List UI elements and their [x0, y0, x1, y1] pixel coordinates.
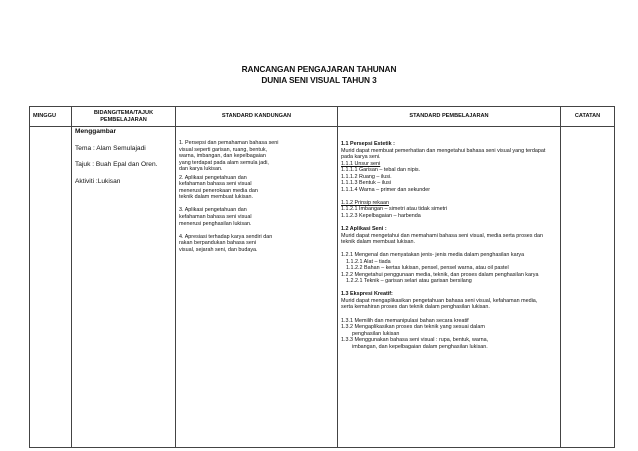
header-bidang — [72, 107, 176, 127]
list-item: 1.1.2.3 Kepelbagaian – harbenda — [341, 212, 421, 219]
kandungan-line: kefahaman bahasa seni visual — [179, 181, 252, 188]
plan-table — [29, 106, 615, 448]
list-item: 1.1.1.3 Bentuk – ilusi — [341, 180, 392, 187]
list-item: 1.1.2.1 Imbangan – simetri atau tidak simetri — [341, 206, 448, 213]
section-aplikasi-seni-title: 1.2 Aplikasi Seni : — [341, 226, 387, 233]
list-item: 1.3.1 Memilih dan memanipulasi bahan secara kreatif — [341, 317, 469, 324]
header-minggu: MINGGU — [30, 107, 72, 127]
header-bidang-line2: PEMBELAJARAN — [100, 116, 147, 123]
cell-catatan — [561, 127, 615, 448]
list-item: 1.1.2.1 Alat – tiada — [346, 258, 391, 265]
unsur-seni-heading: 1.1.1 Unsur seni — [341, 160, 381, 167]
list-item: 1.2.2.1 Teknik – garisan selari atau garisan bersilang — [346, 278, 472, 285]
kandungan-line: warna, imbangan, dan kepelbagaian — [179, 153, 266, 160]
paragraph-line: serta kemahiran proses dan teknik dalam penghasilan lukisan. — [341, 304, 490, 311]
kandungan-line: 4. Apresiasi terhadap karya sendiri dan — [179, 233, 273, 240]
kandungan-line: dan karya lukisan. — [179, 166, 223, 173]
paragraph-line: Murid dapat mengaplikasikan pengetahuan bahasa seni visual, kefahaman media, — [341, 297, 538, 304]
prinsip-rekaan-heading: 1.1.2 Prinsip rekaan — [341, 199, 389, 206]
list-item: 1.2.1 Mengenal dan menyatakan jenis- jenis media dalam penghasilan karya — [341, 252, 525, 259]
list-item: penghasilan lukisan — [352, 330, 400, 337]
list-item: 1.1.1.2 Ruang – ilusi. — [341, 173, 392, 180]
kandungan-line: visual, sejarah seni, dan budaya. — [179, 246, 258, 253]
kandungan-line: 3. Aplikasi pengetahuan dan — [179, 207, 247, 214]
cell-standard-pembelajaran — [338, 127, 561, 448]
cell-minggu — [30, 127, 72, 448]
kandungan-line: yang terdapat pada alam semula jadi, — [179, 159, 269, 166]
paragraph-line: pada karya seni. — [341, 154, 381, 161]
kandungan-line: visual seperti garisan, ruang, bentuk, — [179, 146, 268, 153]
paragraph-line: Murid dapat membuat pemerhatian dan mengetahui bahasa seni visual yang terdapat — [341, 147, 546, 154]
paragraph-line: teknik dalam membuat lukisan. — [341, 239, 416, 246]
header-standard-pembelajaran: STANDARD PEMBELAJARAN — [338, 107, 561, 127]
section-persepsi-estetik-title: 1.1 Persepsi Estetik : — [341, 141, 395, 147]
kandungan-line: 1. Persepsi dan pemahaman bahasa seni — [179, 140, 279, 146]
kandungan-line: rakan berpandukan bahasa seni — [179, 240, 257, 247]
header-bidang-line1: BIDANG/TEMA/TAJUK — [93, 109, 154, 116]
bidang-aktiviti: Aktiviti :Lukisan — [75, 177, 121, 185]
kandungan-line: menerusi penerokaan media dan — [179, 187, 258, 194]
header-catatan: CATATAN — [561, 107, 615, 127]
list-item: 1.3.3 Menggunakan bahasa seni visual : rupa, bentuk, warna, — [341, 337, 489, 344]
cell-bidang — [72, 127, 176, 448]
list-item: imbangan, dan kepelbagaian dalam penghasilan lukisan. — [352, 343, 488, 350]
cell-standard-kandungan — [176, 127, 338, 448]
table-row — [30, 127, 615, 448]
bidang-tajuk: Tajuk : Buah Epal dan Oren. — [75, 161, 158, 169]
kandungan-line: 2. Aplikasi pengetahuan dan — [179, 174, 247, 181]
document-subtitle: DUNIA SENI VISUAL TAHUN 3 — [261, 75, 377, 85]
document-title: RANCANGAN PENGAJARAN TAHUNAN — [241, 64, 397, 74]
list-item: 1.1.2.2 Bahan – kertas lukisan, pensel, pensel warna, atau oil pastel — [346, 265, 509, 272]
bidang-tema: Tema : Alam Semulajadi — [75, 144, 146, 152]
list-item: 1.2.2 Mengetahui penggunaan media, teknik, dan proses dalam penghasilan karya — [341, 271, 539, 278]
header-standard-kandungan: STANDARD KANDUNGAN — [176, 107, 338, 127]
list-item: 1.1.1.4 Warna – primer dan sekunder — [341, 186, 431, 193]
paragraph-line: Murid dapat mengetahui dan memahami bahasa seni visual, media serta proses dan — [341, 232, 543, 239]
kandungan-line: menerusi penghasilan lukisan. — [179, 220, 252, 227]
kandungan-line: teknik dalam membuat lukisan. — [179, 194, 254, 201]
section-ekspresi-kreatif-title: 1.3 Ekspresi Kreatif: — [341, 291, 393, 298]
kandungan-line: kefahaman bahasa seni visual — [179, 213, 252, 220]
table-header-row — [30, 107, 615, 127]
list-item: 1.1.1.1 Garisan – tebal dan nipis. — [341, 167, 421, 174]
bidang-title: Menggambar — [75, 128, 117, 135]
list-item: 1.3.2 Mengaplikasikan proses dan teknik yang sesuai dalam — [341, 324, 485, 331]
